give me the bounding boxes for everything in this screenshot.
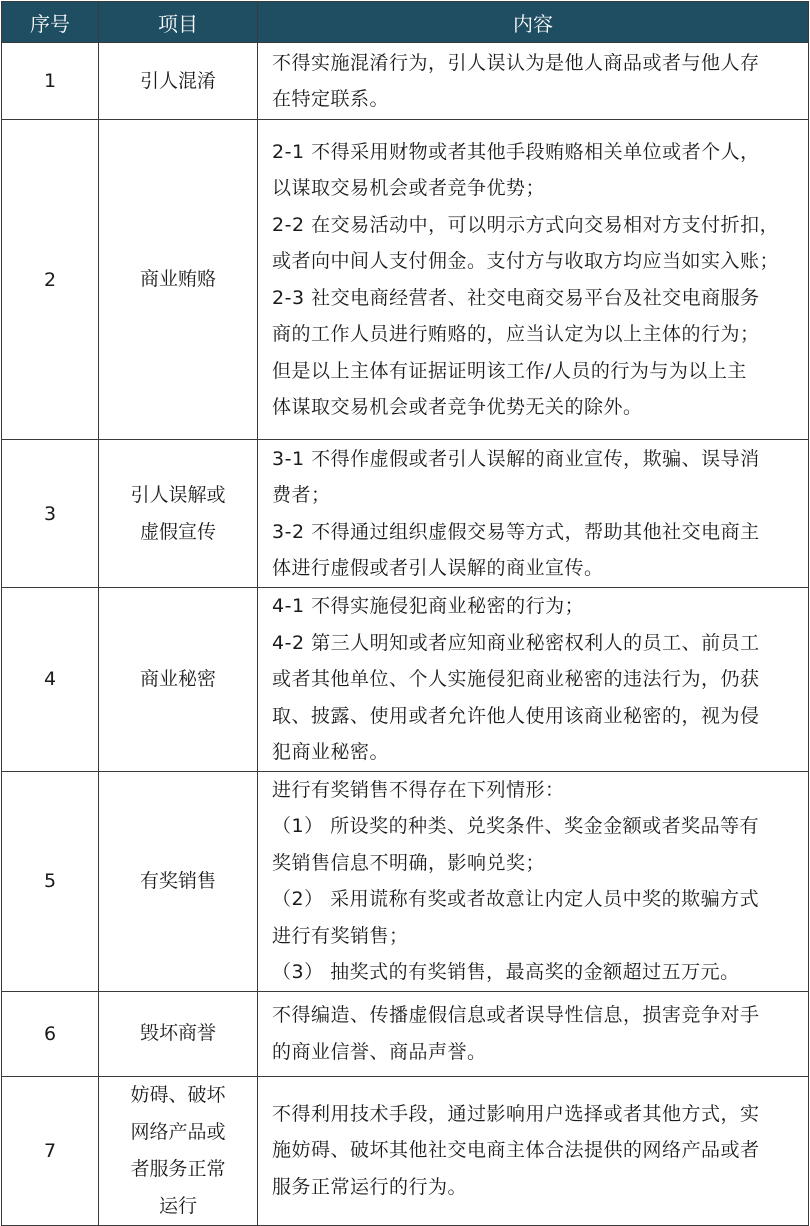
content-line: 体谋取交易机会或者竞争优势无关的除外。	[272, 396, 643, 418]
content-line: 2-3 社交电商经营者、社交电商交易平台及社交电商服务	[272, 286, 760, 309]
row-item	[99, 771, 258, 991]
table-row	[2, 588, 809, 772]
content-line: 不得编造、传播虚假信息或者误导性信息，损害竞争对手	[272, 1004, 760, 1026]
content-line: 取、披露、使用或者允许他人使用该商业秘密的，视为侵	[272, 704, 760, 727]
content-line: 但是以上主体有证据证明该工作/人员的行为与为以上主	[272, 359, 747, 382]
content-line: 的商业信誉、商品声誉。	[272, 1040, 487, 1063]
item-line: 引人误解或	[130, 483, 226, 506]
content-line: 不得利用技术手段，通过影响用户选择或者其他方式，实	[272, 1102, 760, 1125]
row-item	[99, 43, 258, 120]
content-line: 进行有奖销售不得存在下列情形：	[272, 778, 565, 801]
content-line: 商的工作人员进行贿赂的，应当认定为以上主体的行为；	[272, 323, 760, 345]
header-content: 内容	[258, 2, 809, 43]
content-line: 体进行虚假或者引人误解的商业宣传。	[272, 557, 604, 579]
row-item	[99, 1076, 258, 1225]
row-number: 2	[2, 120, 99, 440]
content-line: 以谋取交易机会或者竞争优势；	[272, 177, 546, 199]
content-line: （3） 抽奖式的有奖销售，最高奖的金额超过五万元。	[272, 961, 740, 983]
content-line: 进行有奖销售；	[272, 924, 409, 947]
content-line: 2-2 在交易活动中，可以明示方式向交易相对方支付折扣，	[272, 213, 780, 236]
row-content	[258, 120, 809, 440]
row-number: 6	[2, 991, 99, 1076]
content-line: 2-1 不得采用财物或者其他手段贿赂相关单位或者个人，	[272, 140, 760, 163]
row-number: 1	[2, 43, 99, 120]
row-item	[99, 440, 258, 588]
row-content	[258, 440, 809, 588]
content-line: 服务正常运行的行为。	[272, 1175, 468, 1198]
content-line: 在特定联系。	[272, 88, 390, 110]
content-line: 3-1 不得作虚假或者引人误解的商业宣传，欺骗、误导消	[272, 447, 760, 470]
item-line: 商业秘密	[139, 667, 216, 690]
item-line: 引人混淆	[139, 69, 216, 92]
row-number: 7	[2, 1076, 99, 1225]
table-row	[2, 1076, 809, 1225]
item-line: 商业贿赂	[139, 268, 216, 290]
content-line: 4-2 第三人明知或者应知商业秘密权利人的员工、前员工	[272, 631, 760, 654]
table-row	[2, 440, 809, 588]
item-line: 运行	[158, 1194, 197, 1217]
content-line: 3-2 不得通过组织虚假交易等方式，帮助其他社交电商主	[272, 520, 760, 543]
content-line: 费者；	[272, 484, 331, 506]
row-content	[258, 991, 809, 1076]
header-item: 项目	[99, 2, 258, 43]
item-line: 虚假宣传	[139, 520, 216, 543]
header-no: 序号	[2, 2, 99, 43]
table-row	[2, 991, 809, 1076]
row-content	[258, 588, 809, 772]
header-row	[2, 2, 809, 43]
content-line: （2） 采用谎称有奖或者故意让内定人员中奖的欺骗方式	[272, 888, 760, 910]
row-item	[99, 991, 258, 1076]
item-line: 妨碍、破坏	[130, 1083, 226, 1106]
item-line: 网络产品或	[130, 1120, 226, 1143]
row-content	[258, 1076, 809, 1225]
content-line: 犯商业秘密。	[272, 741, 390, 763]
row-content	[258, 43, 809, 120]
row-number: 4	[2, 588, 99, 772]
table-row	[2, 771, 809, 991]
content-line: 或者向中间人支付佣金。支付方与收取方均应当如实入账；	[272, 250, 780, 272]
table-row	[2, 120, 809, 440]
content-line: （1） 所设奖的种类、兑奖条件、奖金金额或者奖品等有	[272, 815, 760, 837]
content-line: 奖销售信息不明确，影响兑奖；	[272, 851, 546, 874]
item-line: 者服务正常	[130, 1157, 226, 1180]
row-content	[258, 771, 809, 991]
regulation-table	[1, 1, 809, 1226]
table-row	[2, 43, 809, 120]
item-line: 有奖销售	[139, 869, 216, 892]
content-line: 或者其他单位、个人实施侵犯商业秘密的违法行为，仍获	[272, 668, 760, 690]
content-line: 不得实施混淆行为，引人误认为是他人商品或者与他人存	[272, 51, 760, 74]
content-line: 施妨碍、破坏其他社交电商主体合法提供的网络产品或者	[272, 1139, 760, 1162]
content-line: 4-1 不得实施侵犯商业秘密的行为；	[272, 595, 585, 617]
row-number: 3	[2, 440, 99, 588]
row-item	[99, 588, 258, 772]
row-number: 5	[2, 771, 99, 991]
row-item	[99, 120, 258, 440]
item-line: 毁坏商誉	[139, 1022, 216, 1044]
